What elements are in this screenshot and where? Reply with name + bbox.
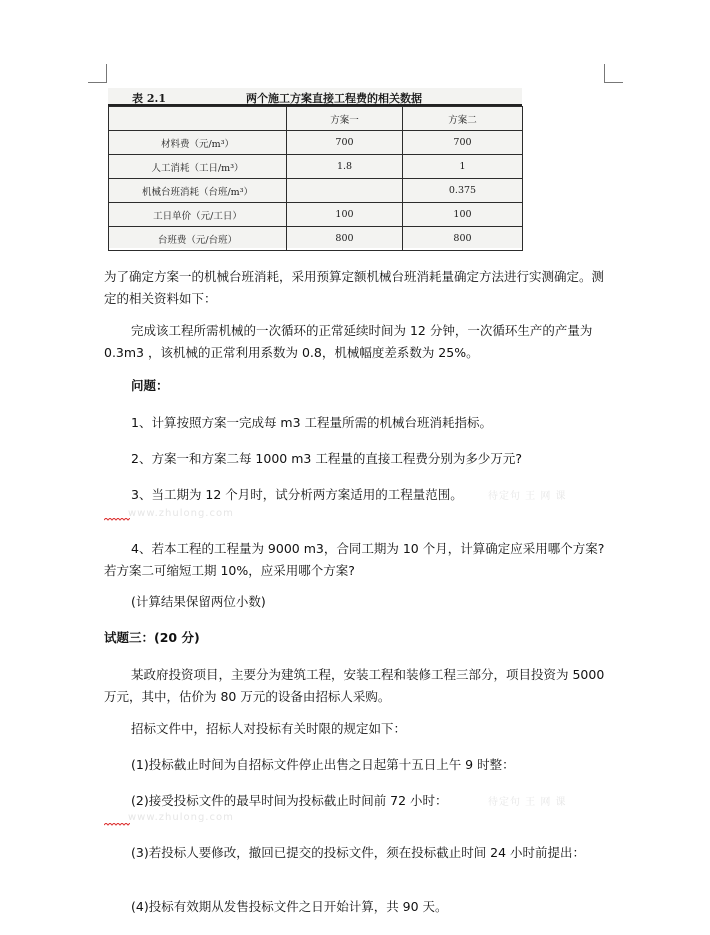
spellcheck-squiggle [104,518,130,522]
crop-mark-top-right [604,64,623,83]
data-table [108,106,523,251]
row-label: 台班费（元/台班） [109,227,287,251]
table-row [109,155,523,179]
table-cell [287,179,403,203]
table-cell: 100 [287,203,403,227]
question-2: 2、方案一和方案二每 1000 m3 工程量的直接工程费分别为多少万元? [131,451,522,466]
questions-heading: 问题： [131,378,169,393]
rule-2: (2)接受投标文件的最早时间为投标截止时间前 72 小时： [131,793,448,808]
table-cell: 800 [287,227,403,251]
header-cell: 方案二 [403,107,523,131]
watermark-text: 待定句 王 网 课 [488,797,567,808]
table-row [109,179,523,203]
rounding-note: (计算结果保留两位小数) [131,594,266,609]
table-cell: 100 [403,203,523,227]
scanned-table-image [108,88,522,248]
table-row [109,227,523,251]
section-3-paragraph-2: 招标文件中，招标人对投标有关时限的规定如下： [131,721,407,736]
header-cell: 方案一 [287,107,403,131]
table-caption: 两个施工方案直接工程费的相关数据 [246,92,422,105]
table-cell: 1.8 [287,155,403,179]
rule-1: (1)投标截止时间为自招标文件停止出售之日起第十五日上午 9 时整： [131,757,515,772]
watermark-url: www.zhulong.com [128,508,234,519]
section-3-paragraph-1: 某政府投资项目，主要分为建筑工程，安装工程和装修工程三部分，项目投资为 5000 万元，其中，估价为 80 万元的设备由招标人采购。 [104,667,605,704]
section-3-heading: 试题三：(20 分) [104,630,200,645]
watermark-text: 待定句 王 网 课 [488,491,567,502]
question-3: 3、当工期为 12 个月时，试分析两方案适用的工程量范围。 [131,487,463,502]
header-cell [109,107,287,131]
row-label: 人工消耗（工日/m³） [109,155,287,179]
row-label: 工日单价（元/工日） [109,203,287,227]
table-cell: 700 [403,131,523,155]
row-label: 材料费（元/m³） [109,131,287,155]
question-4: 4、若本工程的工程量为 9000 m3，合同工期为 10 个月，计算确定应采用哪个方案?若方案二可缩短工期 10%，应采用哪个方案? [104,541,605,578]
row-label: 机械台班消耗（台班/m³） [109,179,287,203]
table-row [109,131,523,155]
spellcheck-squiggle [104,823,130,827]
table-cell: 0.375 [403,179,523,203]
table-cell: 700 [287,131,403,155]
rule-3: (3)若投标人要修改，撤回已提交的投标文件，须在投标截止时间 24 小时前提出： [131,845,586,860]
watermark-url: www.zhulong.com [128,812,234,823]
crop-mark-top-left [88,64,107,83]
table-number: 表 2.1 [132,92,166,105]
rule-4: (4)投标有效期从发售投标文件之日开始计算，共 90 天。 [131,899,448,914]
table-header-row [109,107,523,131]
question-1: 1、计算按照方案一完成每 m3 工程量所需的机械台班消耗指标。 [131,415,493,430]
paragraph-intro: 为了确定方案一的机械台班消耗，采用预算定额机械台班消耗量确定方法进行实测确定。测定的相关资料如下： [104,269,605,306]
table-row [109,203,523,227]
paragraph-measurement: 完成该工程所需机械的一次循环的正常延续时间为 12 分钟，一次循环生产的产量为 0.3m3 ，该机械的正常利用系数为 0.8，机械幅度差系数为 25%。 [104,323,593,360]
table-cell: 800 [403,227,523,251]
table-cell: 1 [403,155,523,179]
